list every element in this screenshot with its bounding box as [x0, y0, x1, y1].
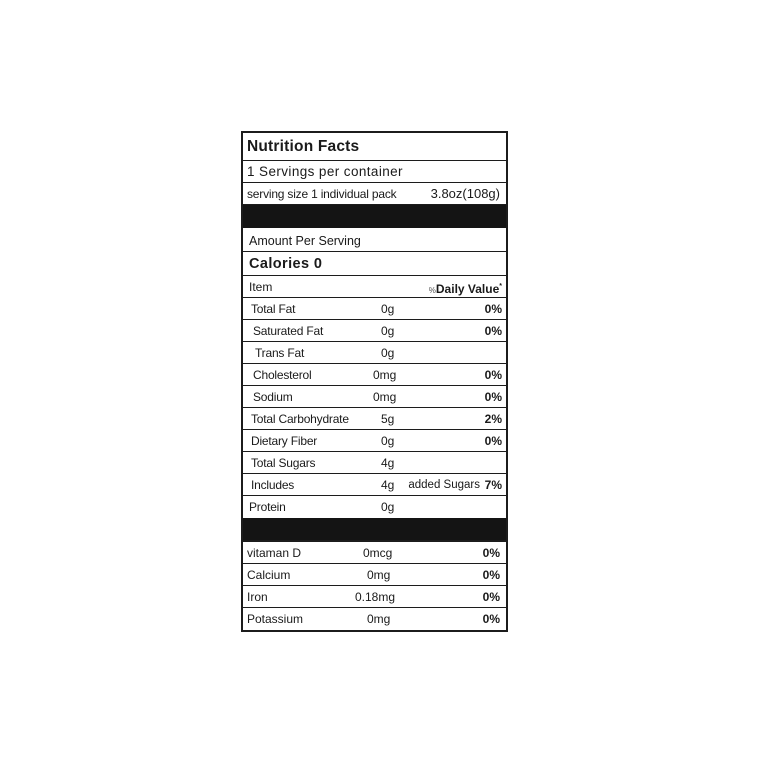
amount-per-serving: Amount Per Serving: [249, 234, 361, 248]
vitamin-name: vitaman D: [247, 546, 302, 560]
percent-symbol: %: [428, 286, 436, 295]
nutrient-name: Protein: [249, 500, 286, 514]
column-header-row: [243, 276, 506, 298]
nutrient-amount: 0g: [381, 434, 395, 448]
nutrient-name: Dietary Fiber: [251, 434, 318, 448]
column-item: Item: [249, 280, 273, 294]
nutrient-name: Includes: [251, 478, 295, 492]
label-title: Nutrition Facts: [247, 138, 360, 155]
vitamin-amount: 0.18mg: [355, 590, 396, 604]
nutrient-amount: 4g: [381, 456, 395, 470]
added-sugars-label: added Sugars: [408, 479, 480, 491]
nutrient-amount: 0mg: [373, 368, 397, 382]
serving-size-value: 3.8oz(108g): [430, 186, 500, 201]
nutrient-daily-value: 0%: [484, 434, 502, 448]
vitamin-daily-value: 0%: [482, 568, 500, 582]
nutrient-daily-value: 0%: [484, 368, 502, 382]
nutrient-name: Saturated Fat: [253, 324, 324, 338]
nutrient-name: Cholesterol: [253, 368, 312, 382]
nutrient-row: [243, 496, 506, 518]
nutrient-amount: 0mg: [373, 390, 397, 404]
vitamin-row: [243, 586, 506, 608]
nutrient-name: Total Fat: [251, 302, 296, 316]
vitamin-daily-value: 0%: [482, 590, 500, 604]
calories-row: [243, 252, 506, 276]
servings-row: [243, 161, 506, 183]
serving-size-row: [243, 183, 506, 205]
thick-divider-bar: [243, 205, 506, 228]
vitamin-name: Calcium: [247, 568, 291, 582]
nutrient-row: [243, 320, 506, 342]
nutrient-daily-value: 0%: [484, 324, 502, 338]
vitamin-amount: 0mg: [367, 612, 391, 626]
servings-per-container: 1 Servings per container: [247, 164, 403, 179]
nutrient-daily-value: 2%: [484, 412, 502, 426]
nutrient-amount: 0g: [381, 500, 395, 514]
vitamin-name: Potassium: [247, 612, 304, 626]
nutrient-daily-value: 0%: [484, 302, 502, 316]
nutrient-row: [243, 364, 506, 386]
nutrient-row: [243, 430, 506, 452]
nutrient-row: [243, 452, 506, 474]
vitamin-daily-value: 0%: [482, 612, 500, 626]
vitamin-amount: 0mcg: [363, 546, 393, 560]
daily-value-text: Daily Value: [435, 282, 500, 296]
nutrient-name: Sodium: [253, 390, 293, 404]
thick-divider-bar: [243, 518, 506, 542]
nutrient-name: Total Carbohydrate: [251, 412, 349, 426]
nutrient-amount: 0g: [381, 324, 395, 338]
nutrient-daily-value: 7%: [484, 478, 502, 492]
nutrient-name: Total Sugars: [251, 456, 316, 470]
nutrient-amount: 0g: [381, 302, 395, 316]
label-title-row: [243, 133, 506, 161]
nutrient-amount: 0g: [381, 346, 395, 360]
calories: Calories 0: [249, 256, 323, 272]
vitamin-daily-value: 0%: [482, 546, 500, 560]
nutrient-row: [243, 298, 506, 320]
daily-value-footnote-mark: *: [499, 283, 502, 290]
nutrient-name: Trans Fat: [255, 346, 305, 360]
nutrient-row: [243, 474, 506, 496]
nutrition-facts-label: [241, 131, 508, 632]
nutrient-row: [243, 342, 506, 364]
nutrient-amount: 4g: [381, 478, 395, 492]
nutrient-row: [243, 386, 506, 408]
amount-per-serving-row: [243, 228, 506, 252]
vitamin-row: [243, 564, 506, 586]
nutrient-amount: 5g: [381, 412, 395, 426]
vitamin-row: [243, 542, 506, 564]
vitamin-name: Iron: [247, 590, 268, 604]
vitamin-row: [243, 608, 506, 630]
serving-size-label: serving size 1 individual pack: [247, 187, 397, 201]
nutrient-daily-value: 0%: [484, 390, 502, 404]
vitamin-amount: 0mg: [367, 568, 391, 582]
nutrient-row: [243, 408, 506, 430]
